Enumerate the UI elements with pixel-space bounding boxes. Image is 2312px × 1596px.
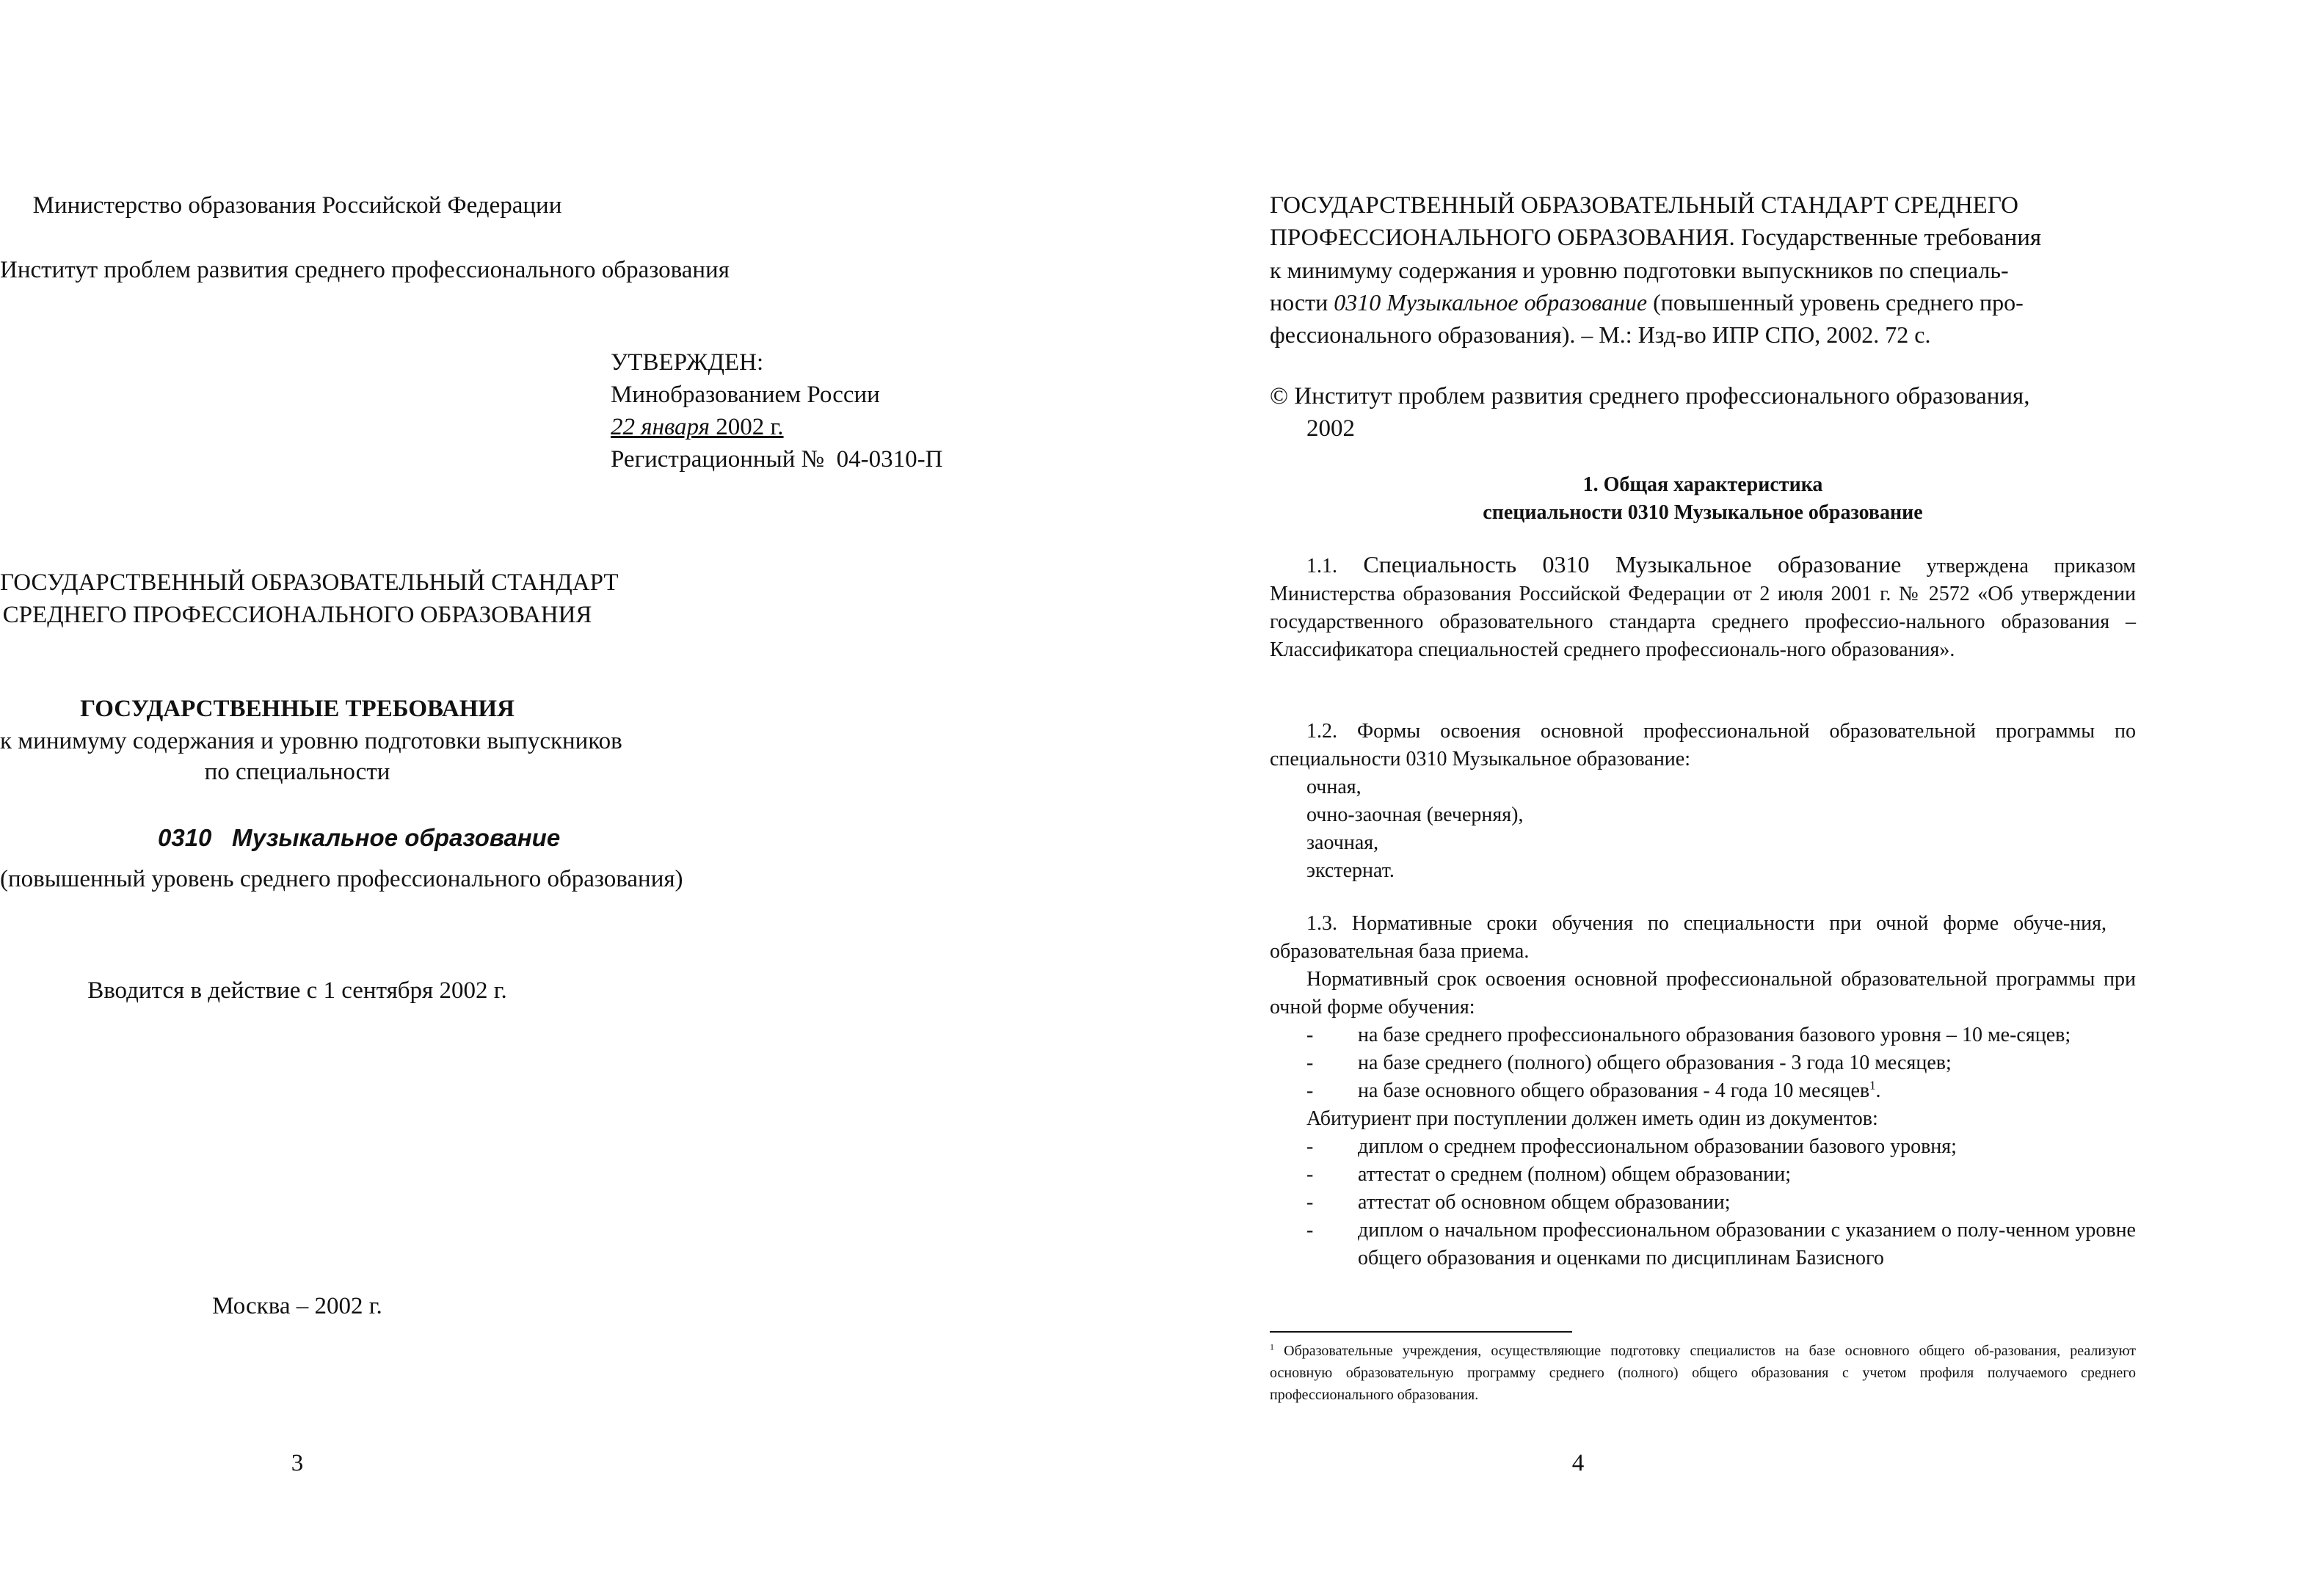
paragraph-1-1 bbox=[1270, 550, 2136, 664]
normative-term-text: Нормативный срок освоения основной профессиональной образовательной программы при очной форме обучения: bbox=[1270, 968, 2136, 1019]
document-item bbox=[1270, 1161, 2136, 1189]
copyright-symbol: © bbox=[1270, 383, 1289, 409]
footnote-ref: 1 bbox=[1869, 1078, 1876, 1093]
dash-bullet: - bbox=[1306, 1135, 1314, 1158]
document-text: аттестат об основном общем образовании; bbox=[1358, 1191, 1731, 1214]
document-text: диплом о среднем профессиональном образовании базового уровня; bbox=[1358, 1135, 1957, 1158]
registration-line bbox=[611, 443, 942, 475]
biblio-line1: ГОСУДАРСТВЕННЫЙ ОБРАЗОВАТЕЛЬНЫЙ СТАНДАРТ СРЕДНЕГО bbox=[1270, 192, 2018, 219]
p11-lead: Специальность 0310 Музыкальное образование bbox=[1337, 551, 1902, 577]
biblio-line4-italic: 0310 Музыкальное образование bbox=[1334, 289, 1648, 316]
term-text: на базе среднего профессионального образования базового уровня – 10 ме-сяцев; bbox=[1358, 1024, 2071, 1046]
dash-bullet: - bbox=[1306, 1052, 1314, 1074]
p11-rest: утверждена приказом Министерства образования Российской Федерации от 2 июля 2001 г. № 2572 «Об утверждении государственного образовательного стандарта среднего профессио-нального образования – Классификатора специальностей среднего профессиональ-ного образования». bbox=[1270, 555, 2137, 661]
institute-name: Институт проблем развития среднего профессионального образования bbox=[0, 257, 730, 283]
footnote-mark: 1 bbox=[1270, 1341, 1274, 1352]
registration-number: 04-0310-П bbox=[836, 446, 943, 473]
footnote bbox=[1270, 1340, 2136, 1406]
term-item bbox=[1270, 1049, 2136, 1077]
dash-bullet: - bbox=[1306, 1219, 1314, 1242]
copyright-year: 2002 bbox=[1306, 415, 1355, 442]
approval-date-day-month: 22 января bbox=[611, 414, 710, 440]
study-form-item: очно-заочная (вечерняя), bbox=[1306, 804, 1524, 826]
right-page bbox=[1156, 0, 2312, 1596]
dash-bullet: - bbox=[1306, 1079, 1314, 1102]
registration-label: Регистрационный № bbox=[611, 446, 825, 473]
biblio-line4 bbox=[1270, 286, 2136, 318]
requirements-line2: к минимуму содержания и уровню подготовки выпускников bbox=[0, 728, 622, 754]
study-form-item: экстернат. bbox=[1306, 859, 1395, 882]
page-number-left: 3 bbox=[291, 1450, 304, 1476]
biblio-line3: к минимуму содержания и уровню подготовки выпускников по специаль- bbox=[1270, 257, 2009, 283]
biblio-line2: ПРОФЕССИОНАЛЬНОГО ОБРАЗОВАНИЯ. Государственные требования bbox=[1270, 225, 2042, 251]
copyright-text: Институт проблем развития среднего профессионального образования, bbox=[1288, 383, 2030, 409]
page-number-right: 4 bbox=[1571, 1450, 1585, 1476]
effective-date: Вводится в действие с 1 сентября 2002 г. bbox=[87, 977, 507, 1004]
approval-date bbox=[611, 411, 942, 443]
level-note: (повышенный уровень среднего профессионального образования) bbox=[0, 866, 683, 892]
section1-title-line1: 1. Общая характеристика bbox=[1582, 473, 1823, 496]
biblio-line4-a: ности bbox=[1270, 289, 1334, 316]
study-form-item: очная, bbox=[1306, 776, 1362, 798]
term-text: на базе среднего (полного) общего образования - 3 года 10 месяцев; bbox=[1358, 1052, 1952, 1074]
term-text-end: . bbox=[1875, 1079, 1881, 1102]
approval-title: УТВЕРЖДЕН: bbox=[611, 349, 764, 376]
biblio-line4-b: (повышенный уровень среднего про- bbox=[1647, 289, 2024, 316]
footnote-separator bbox=[1270, 1331, 1572, 1333]
approval-date-year: 2002 г. bbox=[709, 414, 784, 440]
section1-title bbox=[1270, 471, 2136, 527]
copyright-block bbox=[1270, 380, 2136, 445]
standard-title-line2: СРЕДНЕГО ПРОФЕССИОНАЛЬНОГО ОБРАЗОВАНИЯ bbox=[2, 602, 592, 628]
footnote-text: Образовательные учреждения, осуществляющие подготовку специалистов на базе основного общего об-разования, реализуют основную образовательную программу среднего (полного) общего образования с учетом профиля получаемого среднего профессионального образования. bbox=[1270, 1343, 2136, 1403]
ministry-name: Министерство образования Российской Федерации bbox=[32, 192, 562, 219]
city-year: Москва – 2002 г. bbox=[212, 1293, 382, 1319]
paragraph-1-3: 1.3. Нормативные сроки обучения по специальности при очной форме обуче-ния, образовательная база приема. bbox=[1270, 912, 2106, 963]
specialty-name: Музыкальное образование bbox=[231, 824, 561, 851]
term-text: на базе основного общего образования - 4 года 10 месяцев bbox=[1358, 1079, 1870, 1102]
approval-block bbox=[611, 346, 942, 475]
term-item bbox=[1270, 1077, 2136, 1105]
term-item bbox=[1270, 1021, 2136, 1049]
paragraph-1-2: 1.2. Формы освоения основной профессиональной образовательной программы по специальности 0310 Музыкальное образование: bbox=[1270, 720, 2136, 770]
document-item bbox=[1270, 1217, 2136, 1272]
section1-title-line2: специальности 0310 Музыкальное образование bbox=[1483, 501, 1923, 524]
biblio-line5: фессионального образования). – М.: Изд-во ИПР СПО, 2002. 72 с. bbox=[1270, 321, 1931, 348]
applicant-text: Абитуриент при поступлении должен иметь один из документов: bbox=[1306, 1107, 1878, 1130]
dash-bullet: - bbox=[1306, 1163, 1314, 1186]
copyright-line bbox=[1270, 380, 2136, 412]
requirements-line3: по специальности bbox=[204, 759, 390, 785]
approval-by: Минобразованием России bbox=[611, 382, 880, 408]
document-item bbox=[1270, 1133, 2136, 1161]
p11-number: 1.1. bbox=[1306, 555, 1337, 577]
specialty-code: 0310 bbox=[158, 824, 212, 851]
document-text: диплом о начальном профессиональном образовании с указанием о полу-ченном уровне общего образования и оценками по дисциплинам Базисного bbox=[1358, 1219, 2136, 1269]
bibliographic-description bbox=[1270, 189, 2136, 351]
dash-bullet: - bbox=[1306, 1024, 1314, 1046]
standard-title-line1: ГОСУДАРСТВЕННЫЙ ОБРАЗОВАТЕЛЬНЫЙ СТАНДАРТ bbox=[0, 569, 619, 596]
document-text: аттестат о среднем (полном) общем образовании; bbox=[1358, 1163, 1792, 1186]
requirements-title: ГОСУДАРСТВЕННЫЕ ТРЕБОВАНИЯ bbox=[80, 696, 515, 722]
study-forms-list bbox=[1270, 773, 2136, 885]
specialty-heading bbox=[158, 822, 560, 854]
study-form-item: заочная, bbox=[1306, 831, 1379, 854]
dash-bullet: - bbox=[1306, 1191, 1314, 1214]
document-item bbox=[1270, 1189, 2136, 1217]
terms-list bbox=[1270, 1021, 2136, 1272]
